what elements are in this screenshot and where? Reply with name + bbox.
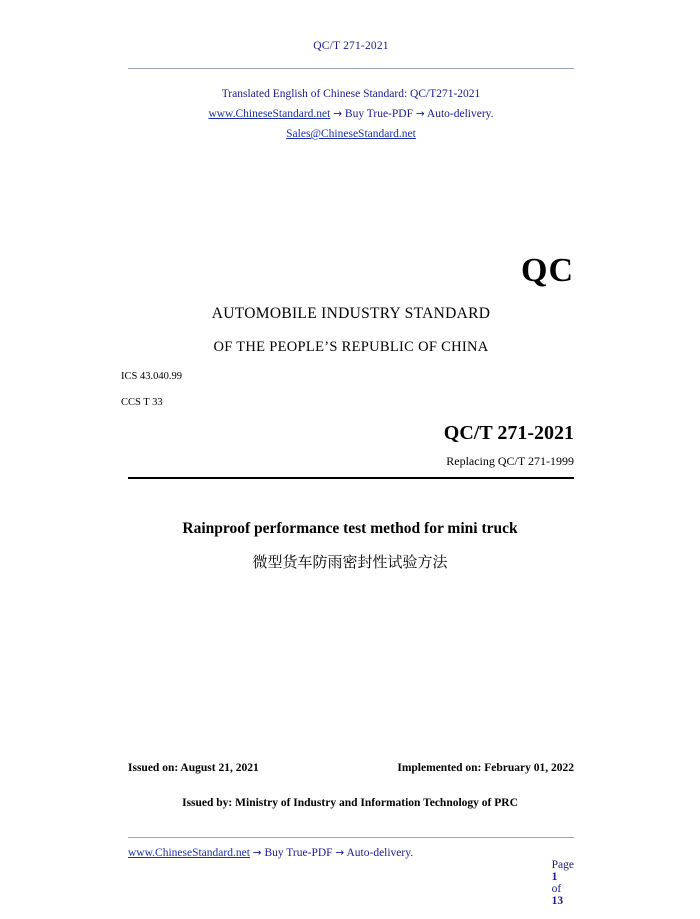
auto-delivery-label: Auto-delivery. [426, 108, 494, 120]
footer-divider [128, 837, 574, 838]
ccs-code: CCS T 33 [121, 397, 163, 408]
header-divider [128, 68, 574, 69]
page-header [128, 36, 574, 54]
ics-code: ICS 43.040.99 [121, 371, 182, 382]
standard-number: QC/T 271-2021 [443, 422, 574, 444]
buy-true-pdf-label: Buy True-PDF [344, 108, 413, 120]
footer-auto-delivery-label: Auto-delivery. [346, 847, 414, 859]
arrow-glyph-1: → [333, 108, 343, 120]
title-divider [128, 477, 574, 479]
page-number: 1 [551, 871, 558, 883]
footer-arrow-icon-1: → [252, 847, 262, 859]
footer-links [128, 847, 413, 859]
notice-line-3 [128, 124, 574, 144]
sales-email-link[interactable]: Sales@ChineseStandard.net [286, 128, 416, 140]
authority-line-2: OF THE PEOPLE’S REPUBLIC OF CHINA [213, 339, 489, 355]
translation-notice [128, 84, 574, 144]
page-total: 13 [551, 895, 564, 907]
replacing-note: Replacing QC/T 271-1999 [446, 454, 574, 468]
page-word: Page [551, 859, 574, 871]
notice-line-2 [128, 104, 574, 124]
page-title: Rainproof performance test method for mini truck [182, 520, 518, 537]
notice-line-1: Translated English of Chinese Standard: QC/T271-2021 [221, 88, 481, 100]
page-title-chinese: 微型货车防雨密封性试验方法 [252, 553, 448, 571]
issued-by-label: Issued by: Ministry of Industry and Information Technology of PRC [182, 797, 518, 809]
authority-line-1: AUTOMOBILE INDUSTRY STANDARD [211, 305, 491, 322]
header-standard-number: QC/T 271-2021 [313, 40, 389, 52]
implemented-on-label: Implemented on: February 01, 2022 [397, 762, 574, 774]
footer-chinesestandard-link[interactable]: www.ChineseStandard.net [128, 847, 250, 859]
arrow-glyph-2: → [415, 108, 425, 120]
page-footer [128, 847, 574, 919]
page-indicator [534, 847, 574, 919]
footer-buy-label: Buy True-PDF [264, 847, 333, 859]
of-word: of [551, 883, 562, 895]
issued-on-label: Issued on: August 21, 2021 [128, 762, 259, 774]
qc-logo: QC [521, 252, 574, 289]
issue-dates-row [128, 762, 574, 774]
chinesestandard-link[interactable]: www.ChineseStandard.net [208, 108, 331, 120]
footer-arrow-icon-2: → [335, 847, 345, 859]
